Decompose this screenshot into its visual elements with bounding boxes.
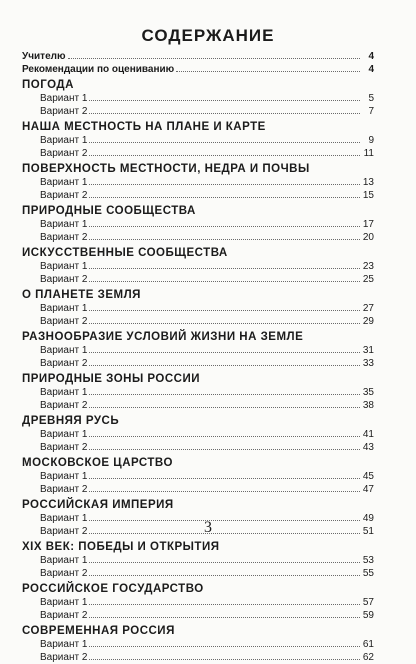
dot-leader <box>89 176 360 185</box>
toc-entry-variant[interactable] <box>22 470 374 483</box>
toc-entry-variant[interactable] <box>22 176 374 189</box>
toc-entry-label: Вариант 1 <box>40 639 87 652</box>
toc-page-number: 35 <box>362 387 374 400</box>
toc-entry-variant[interactable] <box>22 134 374 147</box>
toc-entry-label: Вариант 1 <box>40 177 87 190</box>
dot-leader <box>89 399 360 408</box>
page-title: СОДЕРЖАНИЕ <box>0 26 416 46</box>
toc-entry-variant[interactable] <box>22 638 374 651</box>
toc-entry-label: Вариант 2 <box>40 442 87 455</box>
dot-leader <box>89 386 360 395</box>
toc-entry-variant[interactable] <box>22 554 374 567</box>
toc-entry-label: Вариант 1 <box>40 555 87 568</box>
toc-entry-variant[interactable] <box>22 609 374 622</box>
toc-section-title[interactable]: ПОГОДА <box>22 78 374 92</box>
toc-page-number: 4 <box>362 51 374 64</box>
toc-page-number: 25 <box>362 274 374 287</box>
toc-section-title[interactable]: РОССИЙСКОЕ ГОСУДАРСТВО <box>22 582 374 596</box>
toc-section-title[interactable]: ПРИРОДНЫЕ СООБЩЕСТВА <box>22 204 374 218</box>
toc-section-title[interactable]: РОССИЙСКАЯ ИМПЕРИЯ <box>22 498 374 512</box>
toc-page-number: 29 <box>362 316 374 329</box>
toc-page-number: 11 <box>362 148 374 161</box>
toc-page-number: 43 <box>362 442 374 455</box>
toc-page-number: 45 <box>362 471 374 484</box>
toc-entry-variant[interactable] <box>22 386 374 399</box>
toc-entry-label: Вариант 1 <box>40 429 87 442</box>
dot-leader <box>89 344 360 353</box>
toc-section-title[interactable]: СОВРЕМЕННАЯ РОССИЯ <box>22 624 374 638</box>
toc-section-title[interactable]: ПОВЕРХНОСТЬ МЕСТНОСТИ, НЕДРА И ПОЧВЫ <box>22 162 374 176</box>
toc-entry-variant[interactable] <box>22 651 374 664</box>
toc-section-title[interactable]: ДРЕВНЯЯ РУСЬ <box>22 414 374 428</box>
dot-leader <box>89 567 360 576</box>
toc-entry-label: Вариант 2 <box>40 358 87 371</box>
toc-entry-variant[interactable] <box>22 260 374 273</box>
toc-page-number: 7 <box>362 106 374 119</box>
table-of-contents <box>22 50 374 663</box>
toc-entry-label: Вариант 1 <box>40 135 87 148</box>
dot-leader <box>89 231 360 240</box>
toc-section-title[interactable]: О ПЛАНЕТЕ ЗЕМЛЯ <box>22 288 374 302</box>
dot-leader <box>89 273 360 282</box>
toc-entry-label: Рекомендации по оцениванию <box>22 64 174 77</box>
toc-entry-variant[interactable] <box>22 302 374 315</box>
dot-leader <box>89 218 360 227</box>
dot-leader <box>89 441 360 450</box>
toc-entry-label: Вариант 2 <box>40 316 87 329</box>
toc-page-number: 15 <box>362 190 374 203</box>
dot-leader <box>89 483 360 492</box>
toc-page-number: 5 <box>362 93 374 106</box>
dot-leader <box>89 189 360 198</box>
toc-page-number: 57 <box>362 597 374 610</box>
toc-entry-variant[interactable] <box>22 105 374 118</box>
toc-sections <box>22 78 374 663</box>
toc-page-number: 61 <box>362 639 374 652</box>
dot-leader <box>89 554 360 563</box>
dot-leader <box>89 105 360 114</box>
toc-page-number: 55 <box>362 568 374 581</box>
toc-entry-variant[interactable] <box>22 428 374 441</box>
toc-entry-label: Вариант 1 <box>40 93 87 106</box>
toc-entry-variant[interactable] <box>22 231 374 244</box>
dot-leader <box>176 63 360 72</box>
dot-leader <box>89 315 360 324</box>
toc-page-number: 49 <box>362 513 374 526</box>
dot-leader <box>89 428 360 437</box>
page-number: 3 <box>0 519 416 537</box>
toc-entry-label: Вариант 2 <box>40 190 87 203</box>
dot-leader <box>89 92 360 101</box>
dot-leader <box>89 609 360 618</box>
toc-entry-teacher[interactable] <box>22 50 374 63</box>
toc-entry-assessment[interactable] <box>22 63 374 76</box>
dot-leader <box>89 596 360 605</box>
dot-leader <box>89 357 360 366</box>
toc-page-number: 47 <box>362 484 374 497</box>
toc-entry-label: Вариант 2 <box>40 484 87 497</box>
toc-entry-variant[interactable] <box>22 315 374 328</box>
dot-leader <box>89 638 360 647</box>
dot-leader <box>89 651 360 660</box>
toc-page-number: 17 <box>362 219 374 232</box>
toc-entry-variant[interactable] <box>22 441 374 454</box>
toc-section-title[interactable]: НАША МЕСТНОСТЬ НА ПЛАНЕ И КАРТЕ <box>22 120 374 134</box>
toc-entry-variant[interactable] <box>22 147 374 160</box>
toc-entry-variant[interactable] <box>22 567 374 580</box>
dot-leader <box>89 134 360 143</box>
toc-entry-variant[interactable] <box>22 357 374 370</box>
toc-page-number: 27 <box>362 303 374 316</box>
toc-entry-label: Вариант 2 <box>40 400 87 413</box>
toc-entry-label: Учителю <box>22 51 66 64</box>
toc-entry-variant[interactable] <box>22 218 374 231</box>
dot-leader <box>89 260 360 269</box>
toc-entry-label: Вариант 1 <box>40 597 87 610</box>
toc-section-title[interactable]: XIX ВЕК: ПОБЕДЫ И ОТКРЫТИЯ <box>22 540 374 554</box>
toc-page-number: 4 <box>362 64 374 77</box>
toc-page-number: 41 <box>362 429 374 442</box>
toc-page-number: 62 <box>362 652 374 664</box>
toc-entry-label: Вариант 1 <box>40 303 87 316</box>
toc-entry-variant[interactable] <box>22 483 374 496</box>
toc-page-number: 13 <box>362 177 374 190</box>
toc-section-title[interactable]: МОСКОВСКОЕ ЦАРСТВО <box>22 456 374 470</box>
dot-leader <box>89 470 360 479</box>
toc-entry-label: Вариант 2 <box>40 106 87 119</box>
toc-entry-label: Вариант 1 <box>40 471 87 484</box>
toc-entry-label: Вариант 1 <box>40 219 87 232</box>
toc-section-title[interactable]: РАЗНООБРАЗИЕ УСЛОВИЙ ЖИЗНИ НА ЗЕМЛЕ <box>22 330 374 344</box>
toc-entry-label: Вариант 1 <box>40 261 87 274</box>
toc-entry-variant[interactable] <box>22 399 374 412</box>
toc-page-number: 51 <box>362 526 374 539</box>
toc-entry-label: Вариант 2 <box>40 274 87 287</box>
toc-entry-label: Вариант 1 <box>40 387 87 400</box>
toc-entry-variant[interactable] <box>22 92 374 105</box>
dot-leader <box>89 302 360 311</box>
dot-leader <box>89 147 360 156</box>
toc-page-number: 33 <box>362 358 374 371</box>
toc-page-number: 23 <box>362 261 374 274</box>
toc-page-number: 59 <box>362 610 374 623</box>
toc-entry-label: Вариант 2 <box>40 568 87 581</box>
toc-entry-label: Вариант 2 <box>40 148 87 161</box>
toc-entry-label: Вариант 2 <box>40 232 87 245</box>
toc-page-number: 38 <box>362 400 374 413</box>
toc-entry-label: Вариант 2 <box>40 610 87 623</box>
toc-entry-label: Вариант 2 <box>40 652 87 664</box>
toc-page-number: 53 <box>362 555 374 568</box>
toc-entry-label: Вариант 1 <box>40 345 87 358</box>
toc-entry-variant[interactable] <box>22 273 374 286</box>
toc-section-title[interactable]: ПРИРОДНЫЕ ЗОНЫ РОССИИ <box>22 372 374 386</box>
toc-page-number: 20 <box>362 232 374 245</box>
toc-entry-label: Вариант 2 <box>40 526 87 539</box>
toc-page-number: 31 <box>362 345 374 358</box>
toc-entry-variant[interactable] <box>22 344 374 357</box>
toc-entry-variant[interactable] <box>22 596 374 609</box>
toc-entry-variant[interactable] <box>22 189 374 202</box>
toc-section-title[interactable]: ИСКУССТВЕННЫЕ СООБЩЕСТВА <box>22 246 374 260</box>
dot-leader <box>68 50 360 59</box>
toc-entry-label: Вариант 1 <box>40 513 87 526</box>
toc-page-number: 9 <box>362 135 374 148</box>
